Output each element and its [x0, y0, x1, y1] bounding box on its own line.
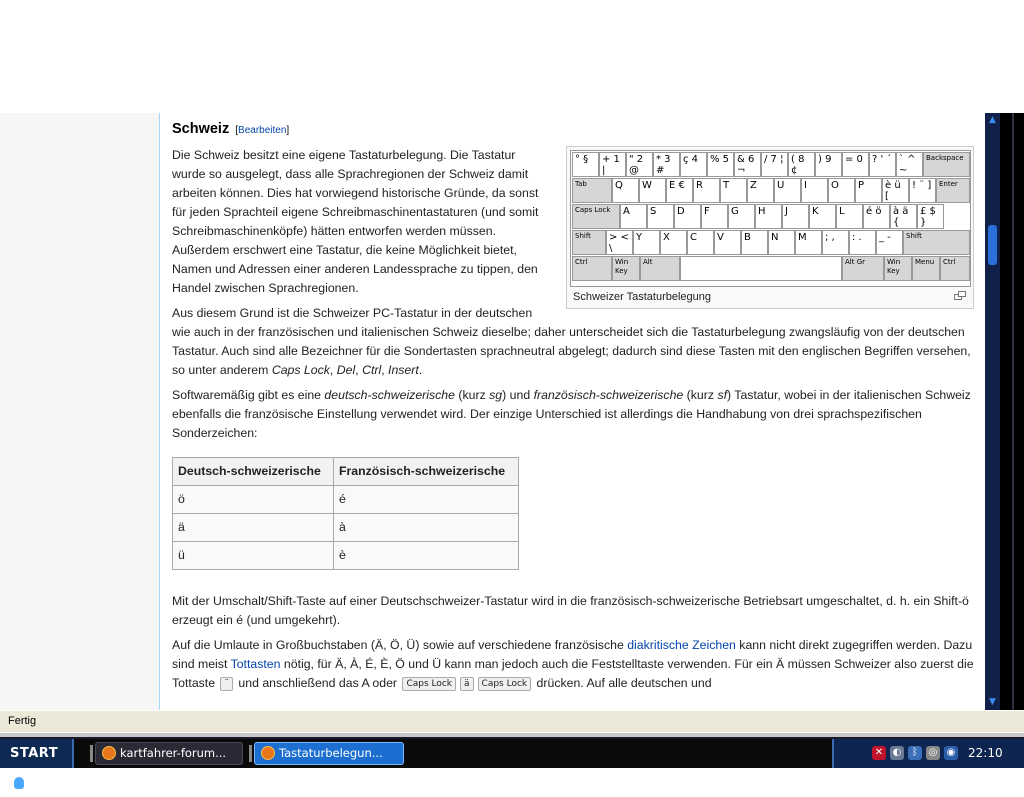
key-r1-4: ç 4 [680, 152, 707, 177]
table-header-row [173, 458, 519, 486]
p3-d: (kurz [683, 388, 718, 402]
taskbar [0, 737, 1024, 768]
p3-b: (kurz [454, 388, 490, 402]
key-r1-11: ? ' ´ [869, 152, 896, 177]
key-win-right: Win Key [884, 256, 912, 281]
table-cell: ä [173, 514, 334, 542]
task-label: kartfahrer-forum... [120, 746, 227, 760]
key-backspace: Backspace [923, 152, 970, 177]
scroll-down-icon[interactable]: ▼ [989, 697, 996, 707]
bluetooth-icon[interactable]: ᛒ [908, 746, 922, 760]
p5-d: und anschließend das A oder [234, 676, 401, 690]
key-r3-1: S [647, 204, 674, 229]
table-header: Französisch-schweizerische [334, 458, 519, 486]
key-r2-2: E € [666, 178, 693, 203]
key-r1-1: + 1 | [599, 152, 626, 177]
key-r2-11: ! ¨ ] [909, 178, 936, 203]
key-r1-2: " 2 @ [626, 152, 653, 177]
vertical-scrollbar[interactable] [985, 113, 1000, 710]
p2-del: Del [336, 363, 356, 377]
edit-bracket-open: [ [235, 125, 239, 136]
enlarge-icon[interactable] [954, 291, 966, 300]
network-icon[interactable]: ◐ [890, 746, 904, 760]
key-r1-8: ( 8 ¢ [788, 152, 815, 177]
key-r1-0: ° § [572, 152, 599, 177]
edge-line [1012, 113, 1014, 710]
key-r3-9: é ö [863, 204, 890, 229]
p2-sep2: , [355, 363, 363, 377]
p2-insert: Insert [388, 363, 419, 377]
key-r2-3: R [693, 178, 720, 203]
start-label: START [10, 746, 59, 761]
edit-bracket-close: ] [286, 125, 290, 136]
key-r3-10: à ä { [890, 204, 917, 229]
taskbar-item-tastaturbelegung[interactable] [254, 742, 404, 765]
figure-caption-text: Schweizer Tastaturbelegung [573, 291, 711, 303]
key-r2-8: O [828, 178, 855, 203]
p3-a: Softwaremäßig gibt es eine [172, 388, 325, 402]
link-tottasten[interactable]: Tottasten [230, 657, 281, 671]
key-r3-6: J [782, 204, 809, 229]
key-r3-4: G [728, 204, 755, 229]
key-tab: Tab [572, 178, 612, 203]
p2-text: Aus diesem Grund ist die Schweizer PC-Tastatur in der deutschen wie auch in der französischen und italienischen Schweiz dieselbe; daher unterscheidet sich die Tastaturbelegung zwangsläufig von der deutschen Tastatur. Auch sind alle Bezeichner für die Sondertasten sprachneutral abgelegt; dadurch sind diese Tasten mit den englischen Begriffen versehen, so unter anderem [172, 306, 971, 377]
system-tray [832, 739, 1024, 768]
keyboard-layout-image[interactable] [570, 150, 971, 287]
key-r3-5: H [755, 204, 782, 229]
key-menu: Menu [912, 256, 940, 281]
table-header: Deutsch-schweizerische [173, 458, 334, 486]
start-button[interactable] [0, 739, 74, 768]
key-shift-left: Shift [572, 230, 606, 255]
key-alt: Alt [640, 256, 680, 281]
paragraph-1: Die Schweiz besitzt eine eigene Tastaturbelegung. Die Tastatur wurde so ausgelegt, dass alle Sprachregionen der Schweiz damit arbeiten können. Dies hat vorwiegend historische Gründe, da sonst für jeden Sprachteil eigene Schreibmaschinentastaturen (und somit Schreibmaschinenköpfe) hätten entworfen werden müssen. Außerdem erschwert eine Tastatur, die keine Möglichkeit bietet, Namen und Adressen einer anderen Landessprache zu tippen, den Handel zwischen Sprachregionen. [172, 148, 539, 295]
key-r4-2: X [660, 230, 687, 255]
key-r4-8: ; , [822, 230, 849, 255]
p2-end: . [418, 363, 423, 377]
key-capslock: Caps Lock [572, 204, 620, 229]
table-cell: à [334, 514, 519, 542]
paragraph-3 [172, 386, 974, 443]
table-cell: é [334, 486, 519, 514]
key-r1-3: * 3 # [653, 152, 680, 177]
key-r1-9: ) 9 [815, 152, 842, 177]
p5-e: drücken. Auf alle deutschen und [533, 676, 712, 690]
key-r3-7: K [809, 204, 836, 229]
link-diakritische-zeichen[interactable]: diakritische Zeichen [627, 638, 736, 652]
key-r4-3: C [687, 230, 714, 255]
key-space [680, 256, 842, 281]
key-r2-9: P [855, 178, 882, 203]
key-altgr: Alt Gr [842, 256, 884, 281]
window-right-edge [1000, 113, 1024, 710]
key-r3-2: D [674, 204, 701, 229]
clock: 22:10 [968, 746, 1003, 760]
edit-section [235, 125, 289, 136]
table-cell: ü [173, 542, 334, 570]
grip-icon [249, 745, 252, 762]
taskbar-item-kartfahrer[interactable] [95, 742, 243, 765]
sidebar-panel [0, 113, 159, 710]
key-r4-5: B [741, 230, 768, 255]
firefox-icon [261, 746, 275, 760]
key-enter: Enter [936, 178, 970, 203]
kbd-umlaut: ¨ [220, 677, 233, 691]
table-cell: è [334, 542, 519, 570]
p2-sep3: , [381, 363, 389, 377]
paragraph-2 [172, 304, 974, 380]
key-r2-1: W [639, 178, 666, 203]
p2-capslock: Caps Lock [271, 363, 330, 377]
kbd-capslock-2: Caps Lock [478, 677, 532, 691]
sync-icon[interactable]: ◉ [944, 746, 958, 760]
firefox-icon [102, 746, 116, 760]
edit-link[interactable]: Bearbeiten [238, 125, 287, 136]
p3-i2: sg [489, 388, 503, 402]
p3-c: ) und [502, 388, 534, 402]
p2-sep1: , [329, 363, 337, 377]
key-r2-5: Z [747, 178, 774, 203]
key-r3-8: L [836, 204, 863, 229]
p3-e: ) Tastatur, wobei in der italienischen Schweiz ebenfalls die französische Einstellung verwendet wird. Der einzige Unterschied ist allerdings die Handhabung von drei sprachspezifischen Sonderzeichen: [172, 388, 971, 440]
key-r4-7: M [795, 230, 822, 255]
p2-ctrl: Ctrl [362, 363, 382, 377]
status-bar [0, 710, 1024, 732]
table-cell: ö [173, 486, 334, 514]
browser-viewport [0, 113, 985, 710]
p3-i3: französisch-schweizerische [533, 388, 684, 402]
key-r4-1: Y [633, 230, 660, 255]
grip-icon [90, 745, 93, 762]
blank-top-area [0, 0, 1024, 113]
key-r4-9: : . [849, 230, 876, 255]
figure-caption [570, 287, 970, 305]
p5-c: nötig, für Ä, À, É, È, Ö und Ü kann man jedoch auch die Feststelltaste verwenden. Für ein Ä müssen Schweizer also zuerst die Tottaste [172, 657, 974, 690]
keyboard-figure [566, 146, 974, 309]
table-row [173, 542, 519, 570]
table-row [173, 486, 519, 514]
section-heading [172, 113, 974, 146]
key-r4-0: > < \ [606, 230, 633, 255]
scrollbar-thumb[interactable] [988, 225, 997, 265]
article-content [159, 113, 985, 710]
key-r3-0: A [620, 204, 647, 229]
table-row [173, 514, 519, 542]
key-r4-6: N [768, 230, 795, 255]
key-ctrl-left: Ctrl [572, 256, 612, 281]
scroll-up-icon[interactable]: ▲ [989, 115, 996, 125]
kbd-capslock: Caps Lock [402, 677, 456, 691]
p3-i4: sf [717, 388, 728, 402]
antivirus-icon[interactable]: ✕ [872, 746, 886, 760]
key-ctrl-right: Ctrl [940, 256, 970, 281]
kbd-ae: ä [460, 677, 474, 691]
key-r1-5: % 5 [707, 152, 734, 177]
key-r2-10: è ü [ [882, 178, 909, 203]
p5-b: kann nicht direkt zugegriffen werden. Dazu sind meist [172, 638, 973, 671]
p5-a: Auf die Umlaute in Großbuchstaben (Ä, Ö, Ü) sowie auf verschiedene französische [172, 638, 628, 652]
status-text: Fertig [8, 715, 37, 727]
key-r4-4: V [714, 230, 741, 255]
key-r1-6: & 6 ¬ [734, 152, 761, 177]
p3-i1: deutsch-schweizerische [324, 388, 455, 402]
key-r1-7: / 7 ¦ [761, 152, 788, 177]
task-label: Tastaturbelegun... [279, 746, 383, 760]
start-orb-icon [14, 777, 24, 789]
key-r2-0: Q [612, 178, 639, 203]
paragraph-5 [172, 636, 974, 693]
key-r2-7: I [801, 178, 828, 203]
key-shift-right: Shift [903, 230, 970, 255]
drive-icon[interactable]: ◎ [926, 746, 940, 760]
key-r1-10: = 0 [842, 152, 869, 177]
key-r3-3: F [701, 204, 728, 229]
special-chars-table [172, 457, 519, 570]
key-r2-4: T [720, 178, 747, 203]
key-r2-6: U [774, 178, 801, 203]
key-r3-11: £ $ } [917, 204, 944, 229]
key-r4-10: _ - [876, 230, 903, 255]
section-title: Schweiz [172, 121, 230, 137]
key-win-left: Win Key [612, 256, 640, 281]
paragraph-4: Mit der Umschalt/Shift-Taste auf einer Deutschschweizer-Tastatur wird in die französisch-schweizerische Betriebsart umgeschaltet, d. h. ein Shift-ö erzeugt ein é (und umgekehrt). [172, 594, 969, 627]
key-r1-12: ` ^ ~ [896, 152, 923, 177]
